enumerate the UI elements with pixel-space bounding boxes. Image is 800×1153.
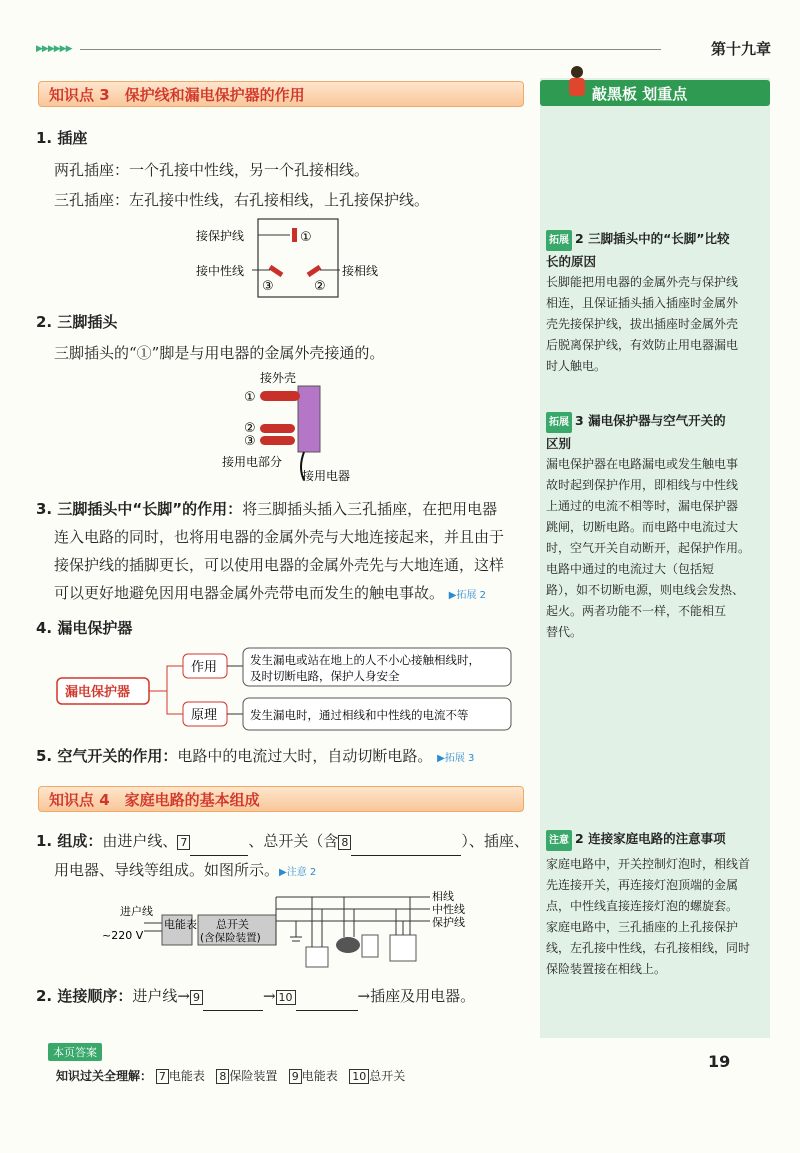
ext3-line: 替代。 xyxy=(546,625,583,639)
branch1-text2: 及时切断电路，保护人身安全 xyxy=(250,669,400,683)
socket-hole-left xyxy=(270,267,282,275)
ext2-title1: 三脚插头中的“长脚”比较 xyxy=(588,231,730,246)
note2-line: 先连接开关，再连接灯泡顶端的金属 xyxy=(546,878,739,892)
kp3-s1-heading: 1. 插座 xyxy=(36,129,88,147)
label-neutral: 接中性线 xyxy=(196,264,245,278)
household-circuit-figure xyxy=(100,885,500,970)
blank-8-num: 8 xyxy=(338,835,351,850)
answer-10: 总开关 xyxy=(369,1069,406,1083)
kp4-s2 xyxy=(36,981,475,1011)
switch-icon xyxy=(362,935,378,957)
kp4-s1-a: 由进户线、 xyxy=(102,832,178,850)
header-rule xyxy=(80,49,661,50)
mark-3: ③ xyxy=(262,279,274,294)
chapter-title: 第十九章 xyxy=(710,40,771,58)
socket-2hole xyxy=(306,947,328,967)
note2-title: 连接家庭电路的注意事项 xyxy=(588,831,726,846)
ext3-title-line1 xyxy=(546,410,766,433)
plug-body xyxy=(298,386,320,452)
sidebar-header: 敲黑板 划重点 xyxy=(540,80,770,106)
answer-9: 电能表 xyxy=(301,1069,338,1083)
answers-prefix: 知识过关全理解： xyxy=(56,1069,153,1083)
note2-line: 家庭电路中，三孔插座的上孔接保护 xyxy=(546,920,739,934)
ext3-title1: 漏电保护器与空气开关的 xyxy=(588,413,726,428)
blank-10-num: 10 xyxy=(276,990,296,1005)
ext3-block xyxy=(546,410,766,643)
ext3-line: 起火。两者功能不一样，不能相互 xyxy=(546,604,727,618)
meter-label: 电能表 xyxy=(164,918,197,931)
socket-figure xyxy=(190,215,400,300)
ext3-num: 3 xyxy=(575,413,584,428)
ext2-link[interactable]: ▶拓展 2 xyxy=(448,590,487,601)
page-number: 19 xyxy=(708,1052,731,1071)
kp3-title: 知识点 3 保护线和漏电保护器的作用 xyxy=(38,81,524,107)
kp4-title: 知识点 4 家庭电路的基本组成 xyxy=(38,786,524,812)
ext3-line: 电路中通过的电流过大（包括短 xyxy=(546,562,715,576)
note2-line: 家庭电路中，开关控制灯泡时，相线首 xyxy=(546,857,751,871)
blank-10[interactable] xyxy=(296,993,358,1011)
kp3-s2-line: 三脚插头的“①”脚是与用电器的金属外壳接通的。 xyxy=(54,344,385,362)
kp3-s3-text4: 可以更好地避免因用电器金属外壳带电而发生的触电事故。 xyxy=(54,584,445,602)
kp3-s5 xyxy=(36,741,474,774)
label-live: 接相线 xyxy=(342,264,379,278)
label-protect-wire: 保护线 xyxy=(432,916,465,929)
pin-1 xyxy=(260,391,300,401)
ext2-num: 2 xyxy=(575,231,584,246)
note2-block xyxy=(546,828,766,980)
kp4-s2-c: →插座及用电器。 xyxy=(357,987,476,1005)
kp3-s1-line2: 三孔插座：左孔接中性线，右孔接相线，上孔接保护线。 xyxy=(54,191,430,209)
mark-1: ① xyxy=(300,230,312,245)
kp3-s3-line1 xyxy=(36,494,497,524)
kp3-s3-line3: 接保护线的插脚更长，可以使用电器的金属外壳先与大地连通，这样 xyxy=(54,556,505,574)
ext3-title2: 区别 xyxy=(546,436,572,451)
note2-title-line xyxy=(546,828,766,851)
kp3-s3-heading: 3. 三脚插头中“长脚”的作用： xyxy=(36,500,243,518)
ext2-line: 长脚能把用电器的金属外壳与保护线 xyxy=(546,275,739,289)
ext2-line: 壳先接保护线，拔出插座时金属外壳 xyxy=(546,317,739,331)
answer-10-num: 10 xyxy=(349,1069,369,1084)
kp3-s3-text1: 将三脚插头插入三孔插座，在把用电器 xyxy=(242,500,498,518)
lamp-icon xyxy=(336,937,360,953)
kp3-s1-line1: 两孔插座：一个孔接中性线，另一个孔接相线。 xyxy=(54,161,370,179)
kp4-s1-line2 xyxy=(54,855,316,888)
kp4-s2-a: 进户线→ xyxy=(132,987,190,1005)
pin-2 xyxy=(260,424,295,433)
plug-mark-2: ② xyxy=(244,421,256,436)
answer-8: 保险装置 xyxy=(229,1069,278,1083)
kp3-s5-text: 电路中的电流过大时，自动切断电路。 xyxy=(177,747,433,765)
branch2-text: 发生漏电时，通过相线和中性线的电流不等 xyxy=(250,708,469,722)
label-voltage: ~220 V xyxy=(102,929,144,942)
kp4-s1-c: ）、插座、 xyxy=(461,832,529,850)
kp4-s1-line1 xyxy=(36,826,529,856)
top-bar xyxy=(36,38,771,60)
answer-9-num: 9 xyxy=(289,1069,302,1084)
ext3-link[interactable]: ▶拓展 3 xyxy=(437,753,475,764)
ext3-line: 路），如不切断电源，则电线会发热、 xyxy=(546,583,745,597)
pin-3 xyxy=(260,436,295,445)
blank-7-num: 7 xyxy=(177,835,190,850)
note2-num: 2 xyxy=(575,831,584,846)
note2-line: 保险装置接在相线上。 xyxy=(546,962,667,976)
kp4-s1-b: 、总开关（含 xyxy=(248,832,339,850)
branch2: 原理 xyxy=(191,708,218,723)
plug-mark-1: ① xyxy=(244,390,256,405)
ext2-title-line1 xyxy=(546,228,766,251)
socket-hole-top xyxy=(292,228,297,242)
ext3-line: 故时起到保护作用，即相线与中性线 xyxy=(546,478,739,492)
branch1-text1: 发生漏电或站在地上的人不小心接触相线时， xyxy=(250,653,480,667)
kp3-s2-heading: 2. 三脚插头 xyxy=(36,313,118,331)
note2-line: 点，中性线直接连接灯泡的螺旋套。 xyxy=(546,899,739,913)
kp4-s1-heading: 1. 组成： xyxy=(36,832,103,850)
mark-2: ② xyxy=(314,279,326,294)
socket-hole-right xyxy=(308,267,320,275)
kp3-s4-heading: 4. 漏电保护器 xyxy=(36,619,133,637)
ext2-title2: 长的原因 xyxy=(546,254,597,269)
answer-8-num: 8 xyxy=(216,1069,229,1084)
ext2-line: 后脱离保护线，有效防止用电器漏电 xyxy=(546,338,739,352)
blank-9-num: 9 xyxy=(190,990,203,1005)
blank-7[interactable] xyxy=(190,838,248,856)
label-appliance: 接用电器 xyxy=(302,469,351,483)
ext3-line: 跳闸，切断电路。而电路中电流过大 xyxy=(546,520,739,534)
answer-7: 电能表 xyxy=(168,1069,205,1083)
ext3-line: 时，空气开关自动断开，起保护作用。 xyxy=(546,541,751,555)
kp3-s5-heading: 5. 空气开关的作用： xyxy=(36,747,178,765)
ext3-line: 上通过的电流不相等时，漏电保护器 xyxy=(546,499,739,513)
plug-mark-3: ③ xyxy=(244,434,256,449)
ext2-block xyxy=(546,228,766,377)
kp3-s3-line4 xyxy=(54,578,486,611)
teacher-icon xyxy=(562,64,592,104)
blank-9[interactable] xyxy=(203,993,263,1011)
switch-label2: (含保险装置) xyxy=(200,932,261,944)
note2-line: 线，左孔接中性线，右孔接相线，同时 xyxy=(546,941,751,955)
ext2-line: 时人触电。 xyxy=(546,359,607,373)
kp4-s2-b: → xyxy=(262,987,276,1005)
label-live-wire: 相线 xyxy=(432,890,454,903)
ext3-badge: 拓展 xyxy=(546,412,572,433)
branch1: 作用 xyxy=(191,660,218,675)
kp4-s2-heading: 2. 连接顺序： xyxy=(36,987,133,1005)
answers-content xyxy=(56,1067,405,1084)
ext2-badge: 拓展 xyxy=(546,230,572,251)
kp4-s1-text2: 用电器、导线等组成。如图所示。 xyxy=(54,861,280,879)
note2-badge: 注意 xyxy=(546,830,572,851)
leak-protector-diagram xyxy=(55,646,517,736)
socket-3hole xyxy=(390,935,416,961)
leak-root: 漏电保护器 xyxy=(65,685,131,700)
leak-branch-lines xyxy=(149,666,183,714)
label-shell: 接外壳 xyxy=(260,371,297,385)
answers-panel xyxy=(40,1040,700,1100)
label-inlet: 进户线 xyxy=(120,905,153,918)
switch-label1: 总开关 xyxy=(216,918,249,931)
label-part: 接用电部分 xyxy=(222,455,283,469)
note2-link[interactable]: ▶注意 2 xyxy=(279,867,317,878)
ext3-line: 漏电保护器在电路漏电或发生触电事 xyxy=(546,457,739,471)
label-neutral-wire: 中性线 xyxy=(432,903,465,916)
decorative-arrows: ▶▶▶▶▶▶ xyxy=(36,44,72,54)
plug-figure xyxy=(220,368,380,483)
answer-7-num: 7 xyxy=(156,1069,169,1084)
label-protect: 接保护线 xyxy=(196,229,245,243)
blank-8[interactable] xyxy=(351,838,461,856)
ext2-line: 相连，且保证插头插入插座时金属外 xyxy=(546,296,739,310)
kp3-s3-line2: 连入电路的同时，也将用电器的金属外壳与大地连接起来，并且由于 xyxy=(54,528,505,546)
answers-label: 本页答案 xyxy=(48,1043,102,1061)
